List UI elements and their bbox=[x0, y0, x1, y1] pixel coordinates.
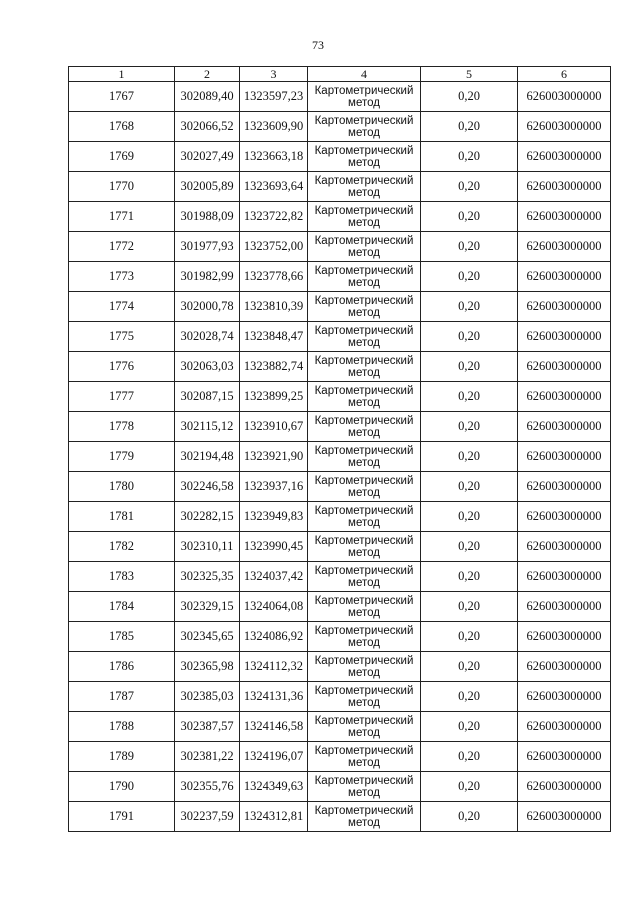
code-cell: 626003000000 bbox=[518, 352, 611, 382]
method-cell bbox=[308, 322, 421, 352]
y-coordinate-cell: 1324112,32 bbox=[240, 652, 308, 682]
table-row bbox=[69, 712, 611, 742]
method-label-line1: Картометрический bbox=[314, 744, 414, 757]
y-coordinate-cell: 1323810,39 bbox=[240, 292, 308, 322]
method-label-line1: Картометрический bbox=[314, 174, 414, 187]
method-cell bbox=[308, 442, 421, 472]
y-coordinate-cell: 1323848,47 bbox=[240, 322, 308, 352]
method-label-line1: Картометрический bbox=[314, 264, 414, 277]
x-coordinate-cell: 302365,98 bbox=[175, 652, 240, 682]
accuracy-cell: 0,20 bbox=[421, 112, 518, 142]
method-cell bbox=[308, 562, 421, 592]
method-label-line1: Картометрический bbox=[314, 504, 414, 517]
accuracy-cell: 0,20 bbox=[421, 82, 518, 112]
column-header: 5 bbox=[421, 67, 518, 82]
method-cell bbox=[308, 742, 421, 772]
method-label-line1: Картометрический bbox=[314, 594, 414, 607]
y-coordinate-cell: 1324131,36 bbox=[240, 682, 308, 712]
table-row bbox=[69, 682, 611, 712]
method-label-line1: Картометрический bbox=[314, 144, 414, 157]
coordinates-table bbox=[68, 66, 611, 832]
method-label-line2: метод bbox=[348, 726, 380, 739]
table-row bbox=[69, 592, 611, 622]
y-coordinate-cell: 1324064,08 bbox=[240, 592, 308, 622]
point-number-cell: 1783 bbox=[69, 562, 175, 592]
x-coordinate-cell: 302063,03 bbox=[175, 352, 240, 382]
method-label-line2: метод bbox=[348, 516, 380, 529]
y-coordinate-cell: 1324312,81 bbox=[240, 802, 308, 832]
x-coordinate-cell: 302087,15 bbox=[175, 382, 240, 412]
method-label-line2: метод bbox=[348, 216, 380, 229]
method-label-line1: Картометрический bbox=[314, 474, 414, 487]
method-label-line2: метод bbox=[348, 756, 380, 769]
method-label-line2: метод bbox=[348, 486, 380, 499]
method-label-line1: Картометрический bbox=[314, 294, 414, 307]
method-label-line2: метод bbox=[348, 666, 380, 679]
method-label-line2: метод bbox=[348, 156, 380, 169]
x-coordinate-cell: 302310,11 bbox=[175, 532, 240, 562]
point-number-cell: 1780 bbox=[69, 472, 175, 502]
accuracy-cell: 0,20 bbox=[421, 412, 518, 442]
accuracy-cell: 0,20 bbox=[421, 172, 518, 202]
code-cell: 626003000000 bbox=[518, 742, 611, 772]
table-header-row bbox=[69, 67, 611, 82]
point-number-cell: 1791 bbox=[69, 802, 175, 832]
method-cell bbox=[308, 82, 421, 112]
method-label-line1: Картометрический bbox=[314, 774, 414, 787]
y-coordinate-cell: 1323899,25 bbox=[240, 382, 308, 412]
point-number-cell: 1784 bbox=[69, 592, 175, 622]
method-label-line2: метод bbox=[348, 246, 380, 259]
table-row bbox=[69, 112, 611, 142]
method-label-line2: метод bbox=[348, 576, 380, 589]
method-label-line1: Картометрический bbox=[314, 354, 414, 367]
point-number-cell: 1768 bbox=[69, 112, 175, 142]
code-cell: 626003000000 bbox=[518, 202, 611, 232]
table-row bbox=[69, 652, 611, 682]
y-coordinate-cell: 1323597,23 bbox=[240, 82, 308, 112]
point-number-cell: 1770 bbox=[69, 172, 175, 202]
method-label-line1: Картометрический bbox=[314, 444, 414, 457]
code-cell: 626003000000 bbox=[518, 712, 611, 742]
column-header: 3 bbox=[240, 67, 308, 82]
point-number-cell: 1778 bbox=[69, 412, 175, 442]
y-coordinate-cell: 1323722,82 bbox=[240, 202, 308, 232]
method-label-line2: метод bbox=[348, 396, 380, 409]
x-coordinate-cell: 302246,58 bbox=[175, 472, 240, 502]
method-label-line1: Картометрический bbox=[314, 234, 414, 247]
code-cell: 626003000000 bbox=[518, 532, 611, 562]
method-label-line1: Картометрический bbox=[314, 414, 414, 427]
table-row bbox=[69, 562, 611, 592]
method-label-line2: метод bbox=[348, 276, 380, 289]
method-label-line2: метод bbox=[348, 366, 380, 379]
y-coordinate-cell: 1323778,66 bbox=[240, 262, 308, 292]
y-coordinate-cell: 1323921,90 bbox=[240, 442, 308, 472]
method-label-line1: Картометрический bbox=[314, 84, 414, 97]
x-coordinate-cell: 302387,57 bbox=[175, 712, 240, 742]
method-cell bbox=[308, 502, 421, 532]
x-coordinate-cell: 302066,52 bbox=[175, 112, 240, 142]
code-cell: 626003000000 bbox=[518, 172, 611, 202]
point-number-cell: 1775 bbox=[69, 322, 175, 352]
code-cell: 626003000000 bbox=[518, 112, 611, 142]
x-coordinate-cell: 302028,74 bbox=[175, 322, 240, 352]
x-coordinate-cell: 302381,22 bbox=[175, 742, 240, 772]
y-coordinate-cell: 1323937,16 bbox=[240, 472, 308, 502]
code-cell: 626003000000 bbox=[518, 442, 611, 472]
y-coordinate-cell: 1323693,64 bbox=[240, 172, 308, 202]
code-cell: 626003000000 bbox=[518, 472, 611, 502]
table-row bbox=[69, 172, 611, 202]
y-coordinate-cell: 1323609,90 bbox=[240, 112, 308, 142]
accuracy-cell: 0,20 bbox=[421, 232, 518, 262]
table-row bbox=[69, 772, 611, 802]
point-number-cell: 1788 bbox=[69, 712, 175, 742]
method-cell bbox=[308, 142, 421, 172]
column-header: 1 bbox=[69, 67, 175, 82]
x-coordinate-cell: 302115,12 bbox=[175, 412, 240, 442]
method-label-line1: Картометрический bbox=[314, 534, 414, 547]
x-coordinate-cell: 302282,15 bbox=[175, 502, 240, 532]
method-label-line2: метод bbox=[348, 606, 380, 619]
accuracy-cell: 0,20 bbox=[421, 472, 518, 502]
method-label-line1: Картометрический bbox=[314, 114, 414, 127]
method-cell bbox=[308, 202, 421, 232]
point-number-cell: 1787 bbox=[69, 682, 175, 712]
column-header: 2 bbox=[175, 67, 240, 82]
x-coordinate-cell: 302027,49 bbox=[175, 142, 240, 172]
code-cell: 626003000000 bbox=[518, 262, 611, 292]
method-label-line2: метод bbox=[348, 456, 380, 469]
method-cell bbox=[308, 112, 421, 142]
y-coordinate-cell: 1323752,00 bbox=[240, 232, 308, 262]
code-cell: 626003000000 bbox=[518, 142, 611, 172]
point-number-cell: 1771 bbox=[69, 202, 175, 232]
accuracy-cell: 0,20 bbox=[421, 142, 518, 172]
accuracy-cell: 0,20 bbox=[421, 352, 518, 382]
accuracy-cell: 0,20 bbox=[421, 262, 518, 292]
accuracy-cell: 0,20 bbox=[421, 562, 518, 592]
accuracy-cell: 0,20 bbox=[421, 322, 518, 352]
method-cell bbox=[308, 682, 421, 712]
y-coordinate-cell: 1323990,45 bbox=[240, 532, 308, 562]
table-row bbox=[69, 472, 611, 502]
table-row bbox=[69, 82, 611, 112]
x-coordinate-cell: 302000,78 bbox=[175, 292, 240, 322]
code-cell: 626003000000 bbox=[518, 502, 611, 532]
table-row bbox=[69, 442, 611, 472]
x-coordinate-cell: 302355,76 bbox=[175, 772, 240, 802]
accuracy-cell: 0,20 bbox=[421, 652, 518, 682]
accuracy-cell: 0,20 bbox=[421, 772, 518, 802]
x-coordinate-cell: 302237,59 bbox=[175, 802, 240, 832]
method-cell bbox=[308, 172, 421, 202]
y-coordinate-cell: 1323910,67 bbox=[240, 412, 308, 442]
y-coordinate-cell: 1324349,63 bbox=[240, 772, 308, 802]
code-cell: 626003000000 bbox=[518, 382, 611, 412]
method-cell bbox=[308, 352, 421, 382]
y-coordinate-cell: 1324196,07 bbox=[240, 742, 308, 772]
accuracy-cell: 0,20 bbox=[421, 622, 518, 652]
method-label-line1: Картометрический bbox=[314, 384, 414, 397]
method-label-line1: Картометрический bbox=[314, 714, 414, 727]
code-cell: 626003000000 bbox=[518, 772, 611, 802]
method-label-line2: метод bbox=[348, 696, 380, 709]
method-label-line1: Картометрический bbox=[314, 204, 414, 217]
point-number-cell: 1776 bbox=[69, 352, 175, 382]
accuracy-cell: 0,20 bbox=[421, 802, 518, 832]
accuracy-cell: 0,20 bbox=[421, 382, 518, 412]
point-number-cell: 1789 bbox=[69, 742, 175, 772]
table-row bbox=[69, 622, 611, 652]
method-label-line2: метод bbox=[348, 786, 380, 799]
method-label-line2: метод bbox=[348, 336, 380, 349]
table-row bbox=[69, 802, 611, 832]
method-cell bbox=[308, 262, 421, 292]
point-number-cell: 1790 bbox=[69, 772, 175, 802]
method-label-line2: метод bbox=[348, 546, 380, 559]
point-number-cell: 1786 bbox=[69, 652, 175, 682]
point-number-cell: 1779 bbox=[69, 442, 175, 472]
method-cell bbox=[308, 232, 421, 262]
method-label-line1: Картометрический bbox=[314, 564, 414, 577]
method-cell bbox=[308, 472, 421, 502]
table-row bbox=[69, 742, 611, 772]
accuracy-cell: 0,20 bbox=[421, 682, 518, 712]
table-row bbox=[69, 412, 611, 442]
accuracy-cell: 0,20 bbox=[421, 532, 518, 562]
point-number-cell: 1772 bbox=[69, 232, 175, 262]
x-coordinate-cell: 302325,35 bbox=[175, 562, 240, 592]
code-cell: 626003000000 bbox=[518, 682, 611, 712]
accuracy-cell: 0,20 bbox=[421, 442, 518, 472]
column-header: 6 bbox=[518, 67, 611, 82]
x-coordinate-cell: 302005,89 bbox=[175, 172, 240, 202]
y-coordinate-cell: 1324037,42 bbox=[240, 562, 308, 592]
code-cell: 626003000000 bbox=[518, 82, 611, 112]
method-label-line1: Картометрический bbox=[314, 684, 414, 697]
point-number-cell: 1782 bbox=[69, 532, 175, 562]
code-cell: 626003000000 bbox=[518, 412, 611, 442]
method-label-line2: метод bbox=[348, 186, 380, 199]
method-cell bbox=[308, 532, 421, 562]
x-coordinate-cell: 302345,65 bbox=[175, 622, 240, 652]
method-cell bbox=[308, 592, 421, 622]
table-body bbox=[69, 82, 611, 832]
method-label-line1: Картометрический bbox=[314, 324, 414, 337]
x-coordinate-cell: 302385,03 bbox=[175, 682, 240, 712]
table-row bbox=[69, 502, 611, 532]
accuracy-cell: 0,20 bbox=[421, 742, 518, 772]
y-coordinate-cell: 1323663,18 bbox=[240, 142, 308, 172]
method-cell bbox=[308, 652, 421, 682]
code-cell: 626003000000 bbox=[518, 622, 611, 652]
table-row bbox=[69, 292, 611, 322]
point-number-cell: 1774 bbox=[69, 292, 175, 322]
accuracy-cell: 0,20 bbox=[421, 292, 518, 322]
method-cell bbox=[308, 772, 421, 802]
method-label-line1: Картометрический bbox=[314, 804, 414, 817]
code-cell: 626003000000 bbox=[518, 802, 611, 832]
y-coordinate-cell: 1324146,58 bbox=[240, 712, 308, 742]
x-coordinate-cell: 302089,40 bbox=[175, 82, 240, 112]
method-label-line2: метод bbox=[348, 816, 380, 829]
method-cell bbox=[308, 802, 421, 832]
method-label-line1: Картометрический bbox=[314, 654, 414, 667]
method-cell bbox=[308, 382, 421, 412]
method-label-line2: метод bbox=[348, 96, 380, 109]
y-coordinate-cell: 1323882,74 bbox=[240, 352, 308, 382]
point-number-cell: 1777 bbox=[69, 382, 175, 412]
table-row bbox=[69, 202, 611, 232]
accuracy-cell: 0,20 bbox=[421, 202, 518, 232]
y-coordinate-cell: 1323949,83 bbox=[240, 502, 308, 532]
table-row bbox=[69, 322, 611, 352]
x-coordinate-cell: 301977,93 bbox=[175, 232, 240, 262]
table-row bbox=[69, 262, 611, 292]
y-coordinate-cell: 1324086,92 bbox=[240, 622, 308, 652]
code-cell: 626003000000 bbox=[518, 592, 611, 622]
code-cell: 626003000000 bbox=[518, 322, 611, 352]
point-number-cell: 1781 bbox=[69, 502, 175, 532]
page-number: 73 bbox=[312, 38, 324, 52]
x-coordinate-cell: 301982,99 bbox=[175, 262, 240, 292]
method-cell bbox=[308, 712, 421, 742]
accuracy-cell: 0,20 bbox=[421, 712, 518, 742]
code-cell: 626003000000 bbox=[518, 652, 611, 682]
method-cell bbox=[308, 292, 421, 322]
column-header: 4 bbox=[308, 67, 421, 82]
method-label-line2: метод bbox=[348, 426, 380, 439]
method-label-line2: метод bbox=[348, 126, 380, 139]
accuracy-cell: 0,20 bbox=[421, 502, 518, 532]
table-row bbox=[69, 142, 611, 172]
method-cell bbox=[308, 622, 421, 652]
table-row bbox=[69, 532, 611, 562]
method-label-line2: метод bbox=[348, 636, 380, 649]
table-row bbox=[69, 352, 611, 382]
method-label-line1: Картометрический bbox=[314, 624, 414, 637]
point-number-cell: 1769 bbox=[69, 142, 175, 172]
accuracy-cell: 0,20 bbox=[421, 592, 518, 622]
code-cell: 626003000000 bbox=[518, 562, 611, 592]
table-row bbox=[69, 232, 611, 262]
code-cell: 626003000000 bbox=[518, 232, 611, 262]
table-row bbox=[69, 382, 611, 412]
x-coordinate-cell: 302194,48 bbox=[175, 442, 240, 472]
code-cell: 626003000000 bbox=[518, 292, 611, 322]
point-number-cell: 1785 bbox=[69, 622, 175, 652]
point-number-cell: 1767 bbox=[69, 82, 175, 112]
x-coordinate-cell: 301988,09 bbox=[175, 202, 240, 232]
method-cell bbox=[308, 412, 421, 442]
method-label-line2: метод bbox=[348, 306, 380, 319]
point-number-cell: 1773 bbox=[69, 262, 175, 292]
x-coordinate-cell: 302329,15 bbox=[175, 592, 240, 622]
